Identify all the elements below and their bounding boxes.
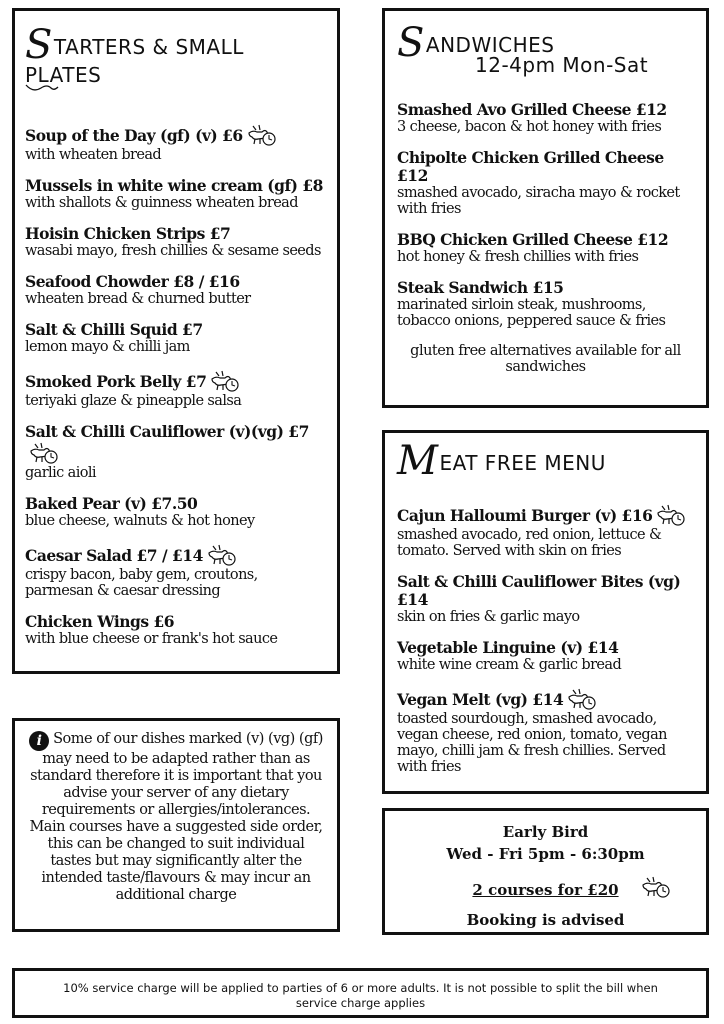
menu-item-name-price: Salt & Chilli Squid £7 [25, 320, 203, 339]
menu-item-description: marinated sirloin steak, mushrooms, tobacco onions, peppered sauce & fries [397, 297, 666, 329]
menu-item [25, 543, 325, 599]
menu-item-title [397, 687, 694, 711]
dog-with-clock-icon [29, 441, 59, 465]
dog-with-clock-icon [656, 503, 686, 527]
menu-item-title [25, 225, 325, 243]
menu-item-description: hot honey & fresh chillies with fries [397, 249, 639, 265]
menu-item-description: skin on fries & garlic mayo [397, 609, 580, 625]
menu-item-title [397, 573, 694, 609]
menu-item-title [397, 149, 694, 185]
dietary-info-text: Some of our dishes marked (v) (vg) (gf) may need to be adapted rather than as standard therefore it is important that you advise your server of any dietary requirements or allergies/intolerances. Main courses have a suggested side order, this can be changed to suit individual tastes but may significantly alter the intended taste/flavours & may incur an additional charge [29, 731, 323, 903]
menu-item-description: with shallots & guinness wheaten bread [25, 195, 298, 211]
menu-item-title [397, 101, 694, 119]
menu-item-name-price: Soup of the Day (gf) (v) £6 [25, 126, 243, 145]
menu-item-description: lemon mayo & chilli jam [25, 339, 190, 355]
menu-item-description: smashed avocado, red onion, lettuce & tomato. Served with skin on fries [397, 527, 662, 559]
gluten-free-note: gluten free alternatives available for all sandwiches [410, 343, 681, 375]
starters-heading-text: TARTERS & SMALL PLATES [25, 35, 244, 87]
menu-item-name-price: Chipolte Chicken Grilled Cheese £12 [397, 148, 664, 185]
menu-item-name-price: Smashed Avo Grilled Cheese £12 [397, 100, 667, 119]
menu-item-title [25, 123, 325, 147]
menu-item [397, 687, 694, 775]
menu-item-description: garlic aioli [25, 465, 96, 481]
dog-with-clock-icon [210, 369, 240, 393]
early-bird-panel [382, 808, 709, 935]
menu-item [397, 101, 694, 135]
menu-item [25, 123, 325, 163]
menu-item-name-price: Cajun Halloumi Burger (v) £16 [397, 506, 653, 525]
sandwiches-list [397, 101, 694, 329]
early-bird-days: Wed - Fri 5pm - 6:30pm [446, 845, 645, 863]
menu-item-title [397, 231, 694, 249]
menu-item-name-price: Smoked Pork Belly £7 [25, 372, 207, 391]
sandwiches-panel [382, 8, 709, 408]
menu-item-name-price: Salt & Chilli Cauliflower (v)(vg) £7 [25, 422, 309, 441]
menu-item-name-price: Vegetable Linguine (v) £14 [397, 638, 619, 657]
menu-item-name-price: BBQ Chicken Grilled Cheese £12 [397, 230, 669, 249]
early-bird-offer: 2 courses for £20 [472, 881, 619, 899]
menu-item-title [25, 423, 325, 465]
menu-item-description: teriyaki glaze & pineapple salsa [25, 393, 242, 409]
early-bird-booking: Booking is advised [466, 911, 625, 929]
sandwiches-heading-initial: S [397, 20, 425, 66]
meat-free-panel [382, 430, 709, 794]
menu-item [25, 369, 325, 409]
menu-item-description: toasted sourdough, smashed avocado, vegan cheese, red onion, tomato, vegan mayo, chilli jam & fresh chillies. Served with fries [397, 711, 667, 775]
dog-with-clock-icon [207, 543, 237, 567]
sandwiches-hours: 12-4pm Mon-Sat [475, 53, 649, 77]
menu-item [397, 231, 694, 265]
early-bird-title: Early Bird [502, 823, 589, 841]
dog-with-clock-icon [567, 687, 597, 711]
menu-item-name-price: Steak Sandwich £15 [397, 278, 564, 297]
meat-free-heading [397, 438, 694, 484]
menu-item-title [397, 639, 694, 657]
menu-item-description: with wheaten bread [25, 147, 162, 163]
menu-item-title [25, 495, 325, 513]
menu-item-name-price: Vegan Melt (vg) £14 [397, 690, 564, 709]
menu-item [397, 149, 694, 217]
menu-item [25, 321, 325, 355]
info-icon: i [29, 731, 49, 751]
menu-item-name-price: Caesar Salad £7 / £14 [25, 546, 203, 565]
starters-panel [12, 8, 340, 674]
menu-item-title [397, 503, 694, 527]
menu-item-description: with blue cheese or frank's hot sauce [25, 631, 278, 647]
meat-free-list [397, 503, 694, 775]
menu-item [397, 503, 694, 559]
meat-free-heading-initial: M [397, 438, 439, 484]
dog-with-clock-icon [641, 875, 671, 899]
menu-item [25, 273, 325, 307]
menu-item [397, 279, 694, 329]
menu-item [25, 225, 325, 259]
dog-with-clock-icon [247, 123, 277, 147]
starters-heading [25, 22, 325, 93]
menu-item-description: crispy bacon, baby gem, croutons, parmesan & caesar dressing [25, 567, 258, 599]
menu-item [25, 423, 325, 481]
menu-item-description: white wine cream & garlic bread [397, 657, 622, 673]
menu-item-name-price: Baked Pear (v) £7.50 [25, 494, 198, 513]
menu-item [25, 177, 325, 211]
menu-item-name-price: Mussels in white wine cream (gf) £8 [25, 176, 323, 195]
menu-item-description: wheaten bread & churned butter [25, 291, 251, 307]
starters-heading-initial: S [25, 22, 53, 68]
menu-item-name-price: Hoisin Chicken Strips £7 [25, 224, 231, 243]
menu-item-name-price: Salt & Chilli Cauliflower Bites (vg) £14 [397, 572, 681, 609]
menu-item-title [25, 369, 325, 393]
meat-free-heading-text: EAT FREE MENU [439, 451, 606, 475]
menu-item-title [25, 177, 325, 195]
menu-item-title [25, 273, 325, 291]
menu-item [397, 573, 694, 625]
menu-item-description: wasabi mayo, fresh chillies & sesame seeds [25, 243, 321, 259]
menu-item-description: smashed avocado, siracha mayo & rocket with fries [397, 185, 680, 217]
menu-item-description: blue cheese, walnuts & hot honey [25, 513, 255, 529]
menu-item-name-price: Chicken Wings £6 [25, 612, 175, 631]
dietary-info-panel [12, 718, 340, 932]
menu-item-title [25, 613, 325, 631]
starters-list [25, 123, 325, 647]
menu-item-title [397, 279, 694, 297]
menu-item-title [25, 543, 325, 567]
menu-item [397, 639, 694, 673]
menu-item-description: 3 cheese, bacon & hot honey with fries [397, 119, 662, 135]
menu-item-title [25, 321, 325, 339]
service-charge-text: 10% service charge will be applied to parties of 6 or more adults. It is not possible to split the bill when service charge applies [63, 981, 658, 1010]
service-charge-footer [12, 968, 709, 1018]
menu-item-name-price: Seafood Chowder £8 / £16 [25, 272, 240, 291]
menu-item [25, 495, 325, 529]
menu-item [25, 613, 325, 647]
sandwiches-heading-text: ANDWICHES [425, 33, 555, 57]
